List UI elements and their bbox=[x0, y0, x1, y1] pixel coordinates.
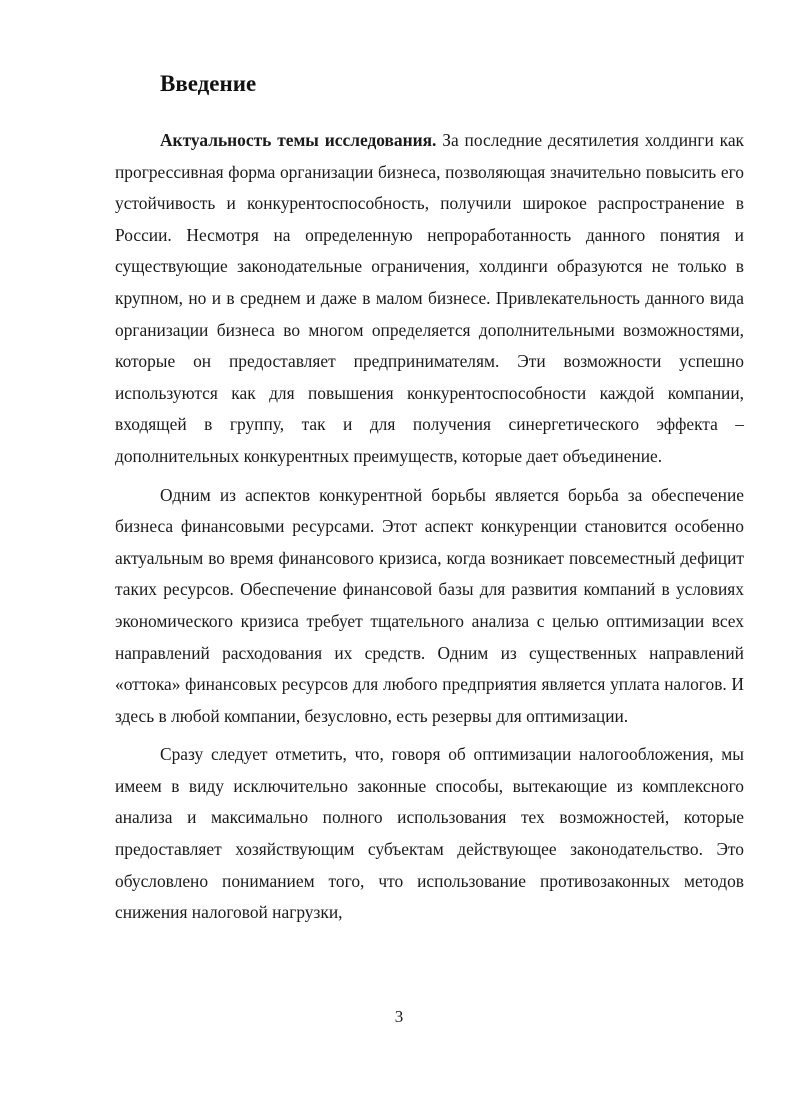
page-title: Введение bbox=[160, 71, 257, 96]
body-text bbox=[115, 125, 744, 929]
paragraph-competition: Одним из аспектов конкурентной борьбы является борьба за обеспечение бизнеса финансовыми ресурсами. Этот аспект конкуренции становится особенно актуальным во время финансового кризиса, когда возникает повсеместный дефицит таких ресурсов. Обеспечение финансовой базы для развития компаний в условиях экономического кризиса требует тщательного анализа с целью оптимизации всех направлений расходования их средств. Одним из существенных направлений «оттока» финансовых ресурсов для любого предприятия является уплата налогов. И здесь в любой компании, безусловно, есть резервы для оптимизации. bbox=[115, 484, 744, 726]
paragraph-optimization: Сразу следует отметить, что, говоря об оптимизации налогообложения, мы имеем в виду исключительно законные способы, вытекающие из комплексного анализа и максимально полного использования тех возможностей, которые предоставляет хозяйствующим субъектам действующее законодательство. Это обусловлено пониманием того, что использование противозаконных методов снижения налоговой нагрузки, bbox=[115, 744, 744, 923]
page-number: 3 bbox=[394, 1007, 404, 1026]
paragraph-lead: Актуальность темы исследования. bbox=[160, 130, 437, 150]
paragraph-text: За последние десятилетия холдинги как прогрессивная форма организации бизнеса, позволяющая значительно повысить его устойчивость и конкурентоспособность, получили широкое распространение в России. Несмотря на определенную непроработанность данного понятия и существующие законодательные ограничения, холдинги образуются не только в крупном, но и в среднем и даже в малом бизнесе. Привлекательность данного вида организации бизнеса во многом определяется дополнительными возможностями, которые он предоставляет предпринимателям. Эти возможности успешно используются как для повышения конкурентоспособности каждой компании, входящей в группу, так и для получения синергетического эффекта – дополнительных конкурентных преимуществ, которые дает объединение. bbox=[115, 130, 744, 466]
paragraph-relevance bbox=[115, 125, 744, 473]
